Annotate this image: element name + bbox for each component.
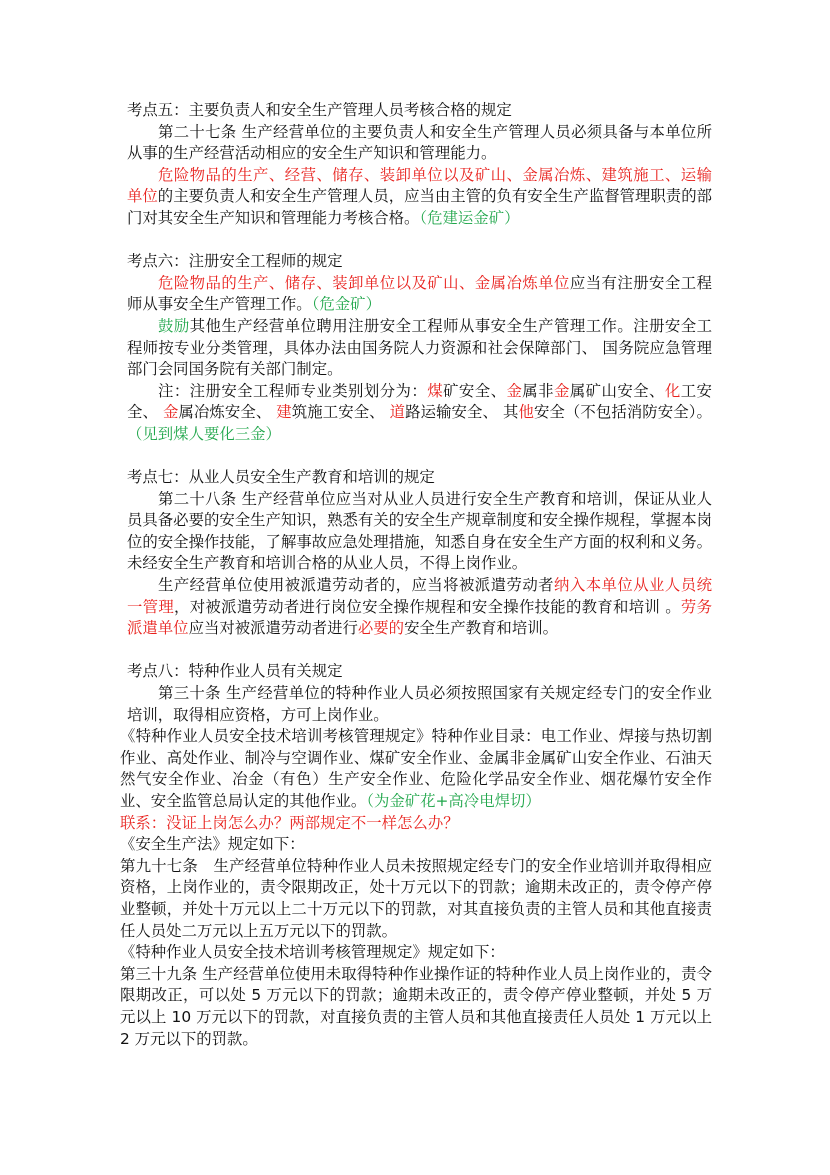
article-30: 第三十条 生产经营单位的特种作业人员必须按照国家有关规定经专门的安全作业培训，取得相应资格，方可上岗作业。 [127,684,712,724]
section-6-title: 考点六：注册安全工程师的规定 [127,252,343,271]
law-heading-2: 《特种作业人员安全技术培训考核管理规定》规定如下： [120,943,505,962]
highlight-red: 劳务派遣单位 [127,597,712,638]
section-7-dispatch: 生产经营单位使用被派遣劳动者的，应当将被派遣劳动者纳入本单位从业人员统一管理，对被派遣劳动者进行岗位安全操作规程和安全操作技能的教育和培训 。劳务派遣单位应当对被派遣劳动者进行必要的安全生产教育和培训。 [127,576,712,638]
highlight-red: 必要的 [357,619,405,638]
mnemonic: （危金矿） [311,295,381,314]
article-97: 第九十七条 生产经营单位特种作业人员未按照规定经专门的安全作业培训并取得相应资格，上岗作业的，责令限期改正，处十万元以下的罚款；逾期未改正的，责令停产停业整顿，并处十万元以上二十万元以下的罚款，对其直接负责的主管人员和其他直接责任人员处二万元以上五万元以下的罚款。 [120,856,712,940]
law-heading-1: 《安全生产法》规定如下： [120,835,305,854]
highlight-red: 纳入本单位从业人员统一管理 [127,576,712,616]
article-39: 第三十九条 生产经营单位使用未取得特种作业操作证的特种作业人员上岗作业的，责令限期改正，可以处 5 万元以下的罚款；逾期未改正的，责令停产停业整顿，并处 5 万元以上 10 万元以下的罚款，对直接负责的主管人员和其他直接责任人员处 1 万元以上 2 万元以下的罚款。 [120,964,712,1048]
mnemonic: （见到煤人要化三金） [127,424,281,443]
document-page [120,100,712,1050]
mnemonic: （为金矿花+高冷电焊切） [366,792,541,810]
link-question: 联系：没证上岗怎么办？两部规定不一样怎么办？ [120,813,459,832]
highlight-red: 危险物品的生产、储存、装卸单位以及矿山、金属冶炼单位 [158,273,570,292]
highlight-red: 危险物品的生产、经营、储存、装卸单位以及矿山、金属冶炼、建筑施工、运输单位 [127,165,712,206]
article-28: 第二十八条 生产经营单位应当对从业人员进行安全生产教育和培训，保证从业人员具备必要的安全生产知识，熟悉有关的安全生产规章制度和安全操作规程，掌握本岗位的安全操作技能，了解事故应急处理措施，知悉自身在安全生产方面的权利和义务。未经安全生产教育和培训合格的从业人员，不得上岗作业。 [127,489,712,573]
section-7-title: 考点七：从业人员安全生产教育和培训的规定 [127,468,435,487]
highlight-green: 鼓励 [158,316,190,335]
section-5-title: 考点五：主要负责人和安全生产管理人员考核合格的规定 [127,101,512,119]
section-6-note: 注：注册安全工程师专业类别划分为：煤矿安全、金属非金属矿山安全、化工安全、 金属冶炼安全、 建筑施工安全、 道路运输安全、 其他安全（不包括消防安全）。（见到煤人要化三金） [127,381,712,443]
mnemonic: （危建运金矿） [419,208,520,227]
article-27: 第二十七条 生产经营单位的主要负责人和安全生产管理人员必须具备与本单位所从事的生产经营活动相应的安全生产知识和管理能力。 [127,122,712,163]
section-8-title: 考点八：特种作业人员有关规定 [127,662,343,681]
section-6-rule: 危险物品的生产、储存、装卸单位以及矿山、金属冶炼单位应当有注册安全工程师从事安全生产管理工作。（危金矿） [127,273,712,314]
section-5-rule: 危险物品的生产、经营、储存、装卸单位以及矿山、金属冶炼、建筑施工、运输单位的主要负责人和安全生产管理人员，应当由主管的负有安全生产监督管理职责的部门对其安全生产知识和管理能力考核合格。（危建运金矿） [127,165,712,227]
section-6-encourage: 鼓励其他生产经营单位聘用注册安全工程师从事安全生产管理工作。注册安全工程师按专业分类管理，具体办法由国务院人力资源和社会保障部门、 国务院应急管理部门会同国务院有关部门制定。 [127,316,712,379]
special-work-catalog: 《特种作业人员安全技术培训考核管理规定》特种作业目录：电工作业、焊接与热切割作业、高处作业、制冷与空调作业、煤矿安全作业、金属非金属矿山安全作业、石油天然气安全作业、冶金（有色）生产安全作业、危险化学品安全作业、烟花爆竹安全作业、安全监管总局认定的其他作业。（为金矿花+高冷电焊切） [120,727,712,810]
